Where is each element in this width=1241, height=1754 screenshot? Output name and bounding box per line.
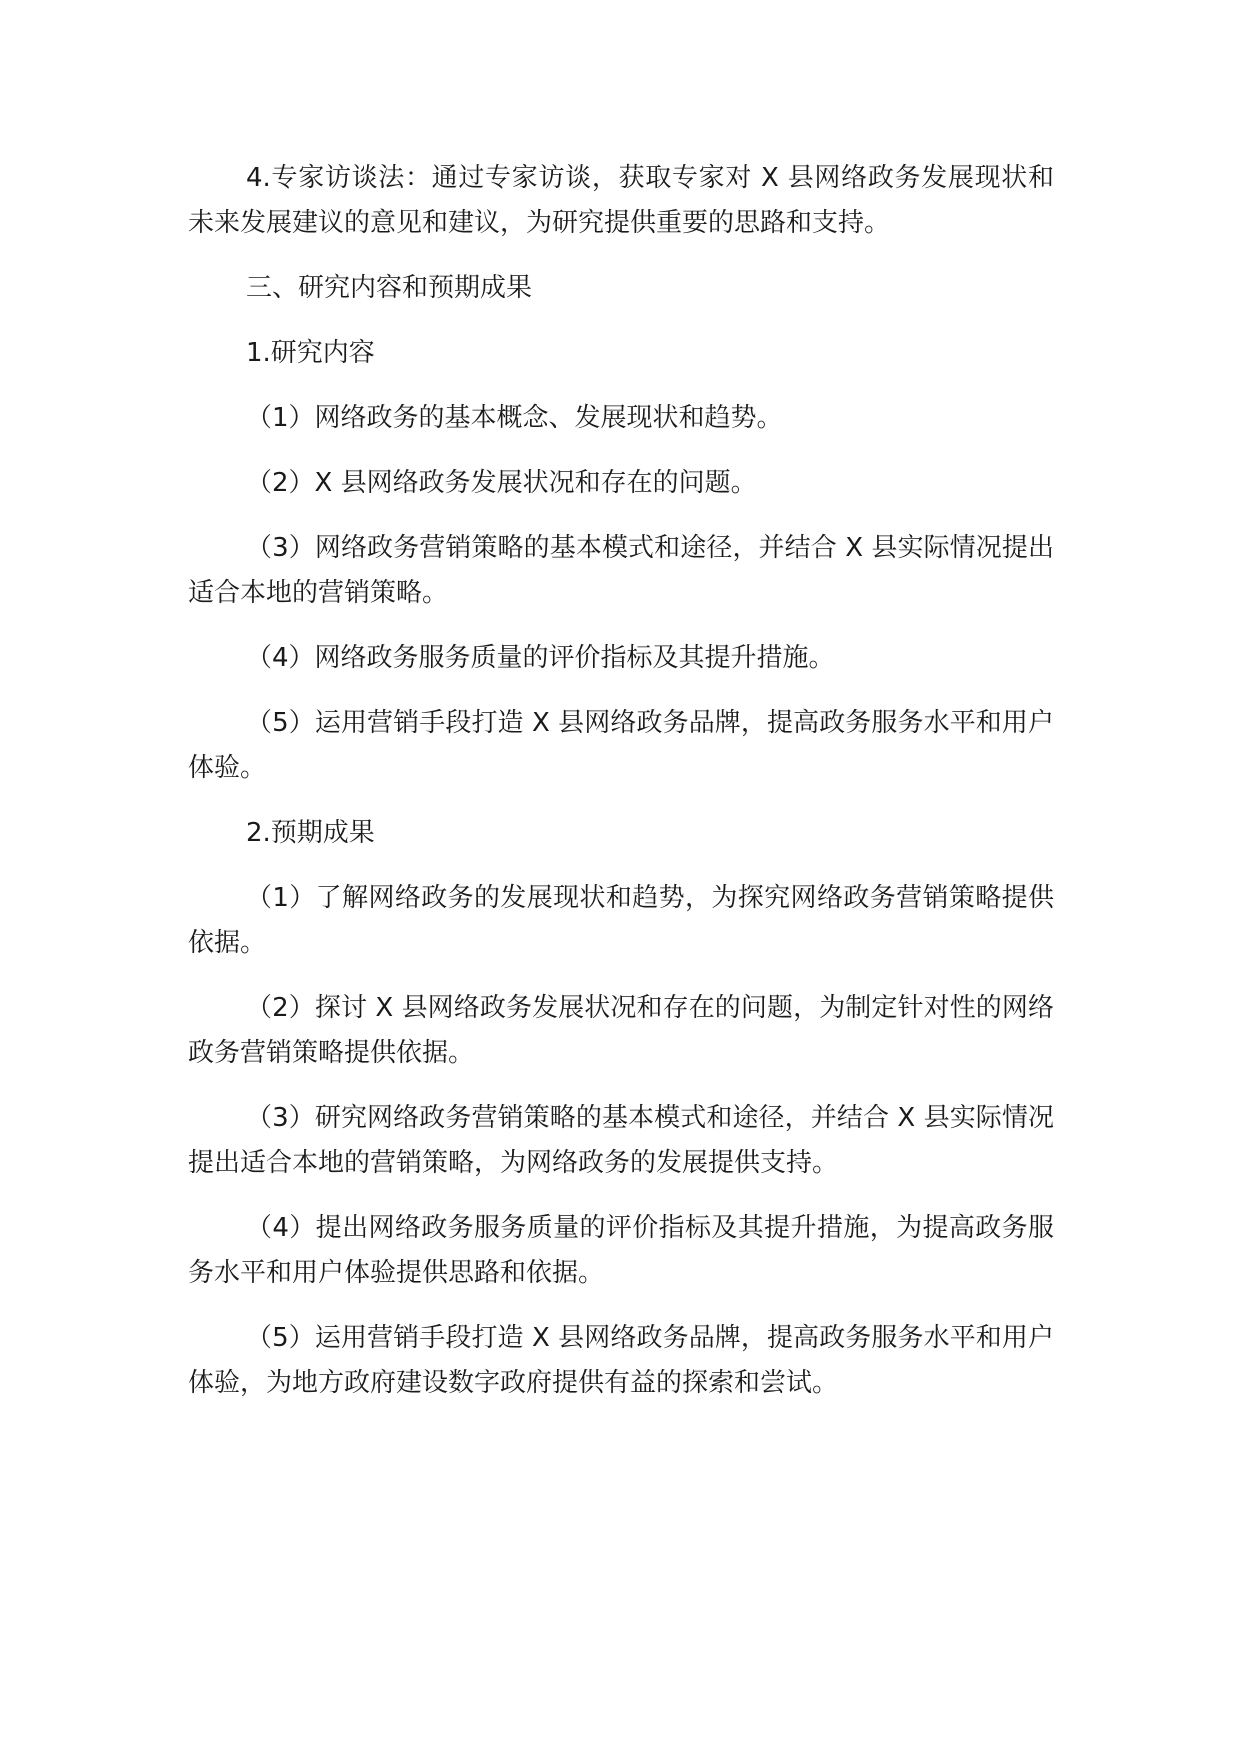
list-item: （4）网络政务服务质量的评价指标及其提升措施。 [246, 643, 835, 673]
list-item: （1）网络政务的基本概念、发展现状和趋势。 [246, 403, 783, 433]
list-item: （3）网络政务营销策略的基本模式和途径，并结合 X 县实际情况提出适合本地的营销策略。 [188, 533, 1054, 608]
list-item: （1）了解网络政务的发展现状和趋势，为探究网络政务营销策略提供依据。 [188, 883, 1054, 958]
list-item: （2）X 县网络政务发展状况和存在的问题。 [246, 468, 757, 498]
section-heading-research-content: 三、研究内容和预期成果 [246, 273, 533, 303]
document-body [188, 156, 1054, 1406]
list-item: （5）运用营销手段打造 X 县网络政务品牌，提高政务服务水平和用户体验，为地方政府建设数字政府提供有益的探索和尝试。 [188, 1323, 1054, 1398]
paragraph-expert-interview: 4.专家访谈法：通过专家访谈，获取专家对 X 县网络政务发展现状和未来发展建议的意见和建议，为研究提供重要的思路和支持。 [188, 163, 1054, 238]
list-item: （3）研究网络政务营销策略的基本模式和途径，并结合 X 县实际情况提出适合本地的营销策略，为网络政务的发展提供支持。 [188, 1103, 1054, 1178]
subheading-research-content: 1.研究内容 [246, 338, 375, 368]
list-item: （5）运用营销手段打造 X 县网络政务品牌，提高政务服务水平和用户体验。 [188, 708, 1054, 783]
subheading-expected-results: 2.预期成果 [246, 818, 375, 848]
list-item: （2）探讨 X 县网络政务发展状况和存在的问题，为制定针对性的网络政务营销策略提供依据。 [188, 993, 1054, 1068]
list-item: （4）提出网络政务服务质量的评价指标及其提升措施，为提高政务服务水平和用户体验提供思路和依据。 [188, 1213, 1054, 1288]
